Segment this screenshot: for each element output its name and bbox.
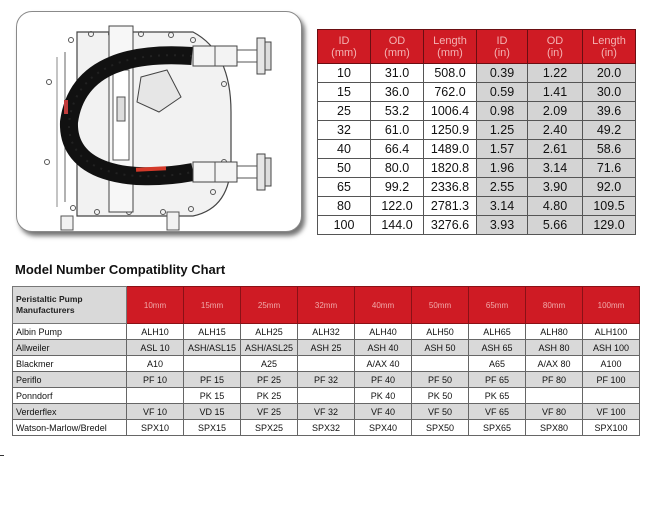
compat-header-row (13, 287, 640, 324)
dimension-cell: 1820.8 (424, 159, 477, 178)
dimension-cell: 129.0 (583, 216, 636, 235)
header-id-mm: ID (mm) (318, 30, 371, 64)
dimension-cell: 1489.0 (424, 140, 477, 159)
model-number-cell: ALH15 (184, 324, 241, 340)
dimension-cell: 15 (318, 83, 371, 102)
dimension-cell: 31.0 (371, 64, 424, 83)
manufacturer-name: Blackmer (13, 356, 127, 372)
dimension-cell: 30.0 (583, 83, 636, 102)
dimension-cell: 109.5 (583, 197, 636, 216)
dimension-cell: 144.0 (371, 216, 424, 235)
dimension-row (318, 83, 636, 102)
model-number-cell: PF 40 (355, 372, 412, 388)
dimension-row (318, 102, 636, 121)
dimension-cell: 10 (318, 64, 371, 83)
model-number-cell: ALH50 (412, 324, 469, 340)
model-number-cell: VF 80 (526, 404, 583, 420)
dimension-cell: 80.0 (371, 159, 424, 178)
compat-row (13, 340, 640, 356)
dimension-cell: 2.55 (477, 178, 528, 197)
model-number-cell: PK 40 (355, 388, 412, 404)
header-size: 15mm (184, 287, 241, 324)
model-number-cell: VF 40 (355, 404, 412, 420)
model-number-cell: PK 50 (412, 388, 469, 404)
dimension-cell: 1.57 (477, 140, 528, 159)
model-number-cell: A100 (583, 356, 640, 372)
dimension-cell: 0.39 (477, 64, 528, 83)
model-number-cell: ASH/ASL15 (184, 340, 241, 356)
header-od-mm: OD (mm) (371, 30, 424, 64)
header-size: 80mm (526, 287, 583, 324)
compat-row (13, 356, 640, 372)
header-size: 25mm (241, 287, 298, 324)
model-number-cell: A/AX 80 (526, 356, 583, 372)
margin-tick-mark (0, 455, 4, 456)
dimension-cell: 58.6 (583, 140, 636, 159)
dimension-cell: 5.66 (528, 216, 583, 235)
header-manufacturers: Peristaltic Pump Manufacturers (13, 287, 127, 324)
model-number-cell (526, 388, 583, 404)
model-number-cell: SPX50 (412, 420, 469, 436)
model-number-cell (412, 356, 469, 372)
model-number-cell: PF 50 (412, 372, 469, 388)
pump-hose-illustration (16, 11, 302, 232)
compat-row (13, 372, 640, 388)
model-number-cell (298, 356, 355, 372)
dimension-cell: 0.98 (477, 102, 528, 121)
model-number-cell: PF 25 (241, 372, 298, 388)
dimension-cell: 3.14 (477, 197, 528, 216)
dimension-cell: 80 (318, 197, 371, 216)
model-number-cell: A25 (241, 356, 298, 372)
model-number-cell: ALH65 (469, 324, 526, 340)
dimension-cell: 3.93 (477, 216, 528, 235)
header-size: 40mm (355, 287, 412, 324)
dimension-cell: 0.59 (477, 83, 528, 102)
dimension-cell: 3.14 (528, 159, 583, 178)
model-number-cell: A/AX 40 (355, 356, 412, 372)
header-length-in: Length (in) (583, 30, 636, 64)
model-number-cell (583, 388, 640, 404)
header-size: 50mm (412, 287, 469, 324)
dimension-cell: 65 (318, 178, 371, 197)
dimension-cell: 508.0 (424, 64, 477, 83)
model-number-cell: ASH 80 (526, 340, 583, 356)
model-number-cell: SPX40 (355, 420, 412, 436)
model-number-cell: SPX10 (127, 420, 184, 436)
compat-row (13, 420, 640, 436)
model-number-cell: SPX80 (526, 420, 583, 436)
model-number-cell: PF 80 (526, 372, 583, 388)
dimension-cell: 32 (318, 121, 371, 140)
dimension-row (318, 64, 636, 83)
dimension-cell: 122.0 (371, 197, 424, 216)
pump-cross-section-drawing (17, 12, 301, 231)
dimension-cell: 1.22 (528, 64, 583, 83)
dimension-row (318, 197, 636, 216)
model-number-cell: ASH 100 (583, 340, 640, 356)
dimension-cell: 39.6 (583, 102, 636, 121)
model-number-cell: VD 15 (184, 404, 241, 420)
dimension-cell: 2.40 (528, 121, 583, 140)
model-number-cell: SPX100 (583, 420, 640, 436)
dimension-cell: 40 (318, 140, 371, 159)
header-size: 65mm (469, 287, 526, 324)
dimension-header-row (318, 30, 636, 64)
dimension-cell: 2336.8 (424, 178, 477, 197)
manufacturer-name: Allweiler (13, 340, 127, 356)
dimension-row (318, 140, 636, 159)
header-size: 32mm (298, 287, 355, 324)
header-size: 10mm (127, 287, 184, 324)
model-number-cell: ASH 40 (355, 340, 412, 356)
model-number-cell: ASL 10 (127, 340, 184, 356)
manufacturer-name: Watson-Marlow/Bredel (13, 420, 127, 436)
header-id-in: ID (in) (477, 30, 528, 64)
dimension-cell: 66.4 (371, 140, 424, 159)
model-number-cell: PF 100 (583, 372, 640, 388)
model-number-cell: PF 32 (298, 372, 355, 388)
model-number-cell: A65 (469, 356, 526, 372)
model-number-cell: VF 32 (298, 404, 355, 420)
compatibility-table (12, 286, 640, 436)
dimension-cell: 61.0 (371, 121, 424, 140)
model-number-cell: A10 (127, 356, 184, 372)
dimension-row (318, 178, 636, 197)
header-length-mm: Length (mm) (424, 30, 477, 64)
dimension-cell: 2.61 (528, 140, 583, 159)
model-number-cell: ALH10 (127, 324, 184, 340)
manufacturer-name: Periflo (13, 372, 127, 388)
dimension-cell: 762.0 (424, 83, 477, 102)
manufacturer-name: Verderflex (13, 404, 127, 420)
model-number-cell: ASH 25 (298, 340, 355, 356)
dimension-row (318, 216, 636, 235)
model-number-cell: VF 50 (412, 404, 469, 420)
dimension-cell: 49.2 (583, 121, 636, 140)
model-number-cell (298, 388, 355, 404)
compat-row (13, 324, 640, 340)
dimension-cell: 4.80 (528, 197, 583, 216)
model-number-cell: ALH25 (241, 324, 298, 340)
header-od-in: OD (in) (528, 30, 583, 64)
model-number-cell: SPX25 (241, 420, 298, 436)
model-number-cell: ALH40 (355, 324, 412, 340)
compat-row (13, 388, 640, 404)
dimension-cell: 20.0 (583, 64, 636, 83)
model-number-cell: SPX65 (469, 420, 526, 436)
model-number-cell: VF 25 (241, 404, 298, 420)
dimension-cell: 50 (318, 159, 371, 178)
dimension-cell: 3276.6 (424, 216, 477, 235)
dimension-cell: 99.2 (371, 178, 424, 197)
dimension-cell: 36.0 (371, 83, 424, 102)
model-number-cell: PK 25 (241, 388, 298, 404)
dimension-cell: 100 (318, 216, 371, 235)
model-number-cell: PK 15 (184, 388, 241, 404)
model-number-cell: ALH80 (526, 324, 583, 340)
dimension-cell: 25 (318, 102, 371, 121)
model-number-cell (127, 388, 184, 404)
model-number-cell: SPX15 (184, 420, 241, 436)
manufacturer-name: Albin Pump (13, 324, 127, 340)
model-number-cell: ALH32 (298, 324, 355, 340)
model-number-cell: ASH/ASL25 (241, 340, 298, 356)
dimension-cell: 1.96 (477, 159, 528, 178)
model-number-cell: PF 15 (184, 372, 241, 388)
model-number-cell: VF 10 (127, 404, 184, 420)
dimension-row (318, 159, 636, 178)
model-number-cell: ASH 50 (412, 340, 469, 356)
model-number-cell: SPX32 (298, 420, 355, 436)
dimension-cell: 71.6 (583, 159, 636, 178)
model-number-cell: ASH 65 (469, 340, 526, 356)
dimension-cell: 53.2 (371, 102, 424, 121)
manufacturer-name: Ponndorf (13, 388, 127, 404)
dimension-cell: 2781.3 (424, 197, 477, 216)
dimension-cell: 1.25 (477, 121, 528, 140)
dimension-cell: 1.41 (528, 83, 583, 102)
dimension-cell: 1250.9 (424, 121, 477, 140)
model-number-cell (184, 356, 241, 372)
model-number-cell: VF 65 (469, 404, 526, 420)
dimension-cell: 92.0 (583, 178, 636, 197)
model-number-cell: PK 65 (469, 388, 526, 404)
dimension-cell: 2.09 (528, 102, 583, 121)
model-number-cell: PF 10 (127, 372, 184, 388)
compat-chart-title: Model Number Compatiblity Chart (15, 262, 226, 277)
model-number-cell: PF 65 (469, 372, 526, 388)
header-size: 100mm (583, 287, 640, 324)
dimension-row (318, 121, 636, 140)
model-number-cell: ALH100 (583, 324, 640, 340)
dimension-cell: 1006.4 (424, 102, 477, 121)
dimension-cell: 3.90 (528, 178, 583, 197)
compat-row (13, 404, 640, 420)
model-number-cell: VF 100 (583, 404, 640, 420)
hose-dimension-table (317, 29, 636, 235)
